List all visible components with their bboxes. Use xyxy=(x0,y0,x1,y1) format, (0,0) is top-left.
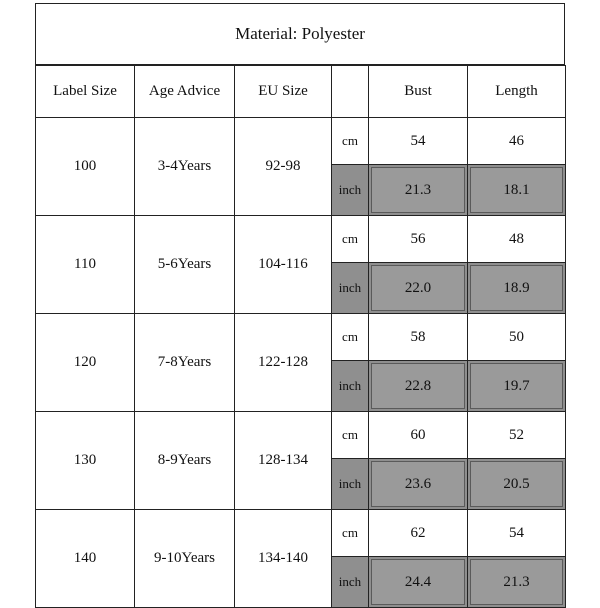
age-advice-cell: 7-8Years xyxy=(135,314,235,412)
bust-inch-value: 24.4 xyxy=(371,559,465,605)
size-table xyxy=(35,65,566,608)
label-size-cell: 130 xyxy=(36,412,135,510)
label-size-cell: 110 xyxy=(36,216,135,314)
header-eu-size: EU Size xyxy=(235,66,332,118)
bust-inch-cell xyxy=(369,459,468,510)
length-inch-value: 19.7 xyxy=(470,363,563,409)
age-advice-cell: 8-9Years xyxy=(135,412,235,510)
size-row-cm xyxy=(36,216,566,263)
length-inch-value: 21.3 xyxy=(470,559,563,605)
bust-inch-cell xyxy=(369,263,468,314)
unit-inch-cell: inch xyxy=(332,263,369,314)
length-inch-cell xyxy=(468,263,566,314)
eu-size-cell: 134-140 xyxy=(235,510,332,608)
size-rows xyxy=(36,118,566,608)
length-inch-value: 18.1 xyxy=(470,167,563,213)
length-inch-cell xyxy=(468,165,566,216)
length-cm-cell: 54 xyxy=(468,510,566,557)
unit-inch-cell: inch xyxy=(332,459,369,510)
size-row-cm xyxy=(36,314,566,361)
bust-cm-cell: 56 xyxy=(369,216,468,263)
unit-inch-cell: inch xyxy=(332,165,369,216)
chart-title: Material: Polyester xyxy=(35,3,565,65)
eu-size-cell: 92-98 xyxy=(235,118,332,216)
unit-cm-cell: cm xyxy=(332,412,369,459)
label-size-cell: 120 xyxy=(36,314,135,412)
unit-cm-cell: cm xyxy=(332,510,369,557)
label-size-cell: 100 xyxy=(36,118,135,216)
length-inch-cell xyxy=(468,459,566,510)
length-cm-cell: 52 xyxy=(468,412,566,459)
header-row xyxy=(36,66,566,118)
bust-cm-cell: 58 xyxy=(369,314,468,361)
label-size-cell: 140 xyxy=(36,510,135,608)
age-advice-cell: 9-10Years xyxy=(135,510,235,608)
eu-size-cell: 104-116 xyxy=(235,216,332,314)
unit-cm-cell: cm xyxy=(332,314,369,361)
unit-cm-cell: cm xyxy=(332,118,369,165)
header-age-advice: Age Advice xyxy=(135,66,235,118)
length-cm-cell: 48 xyxy=(468,216,566,263)
length-inch-cell xyxy=(468,361,566,412)
eu-size-cell: 128-134 xyxy=(235,412,332,510)
length-inch-value: 18.9 xyxy=(470,265,563,311)
length-cm-cell: 50 xyxy=(468,314,566,361)
size-row-cm xyxy=(36,510,566,557)
length-cm-cell: 46 xyxy=(468,118,566,165)
unit-inch-cell: inch xyxy=(332,557,369,608)
bust-inch-value: 23.6 xyxy=(371,461,465,507)
size-row-cm xyxy=(36,412,566,459)
bust-inch-value: 22.8 xyxy=(371,363,465,409)
header-bust: Bust xyxy=(369,66,468,118)
unit-cm-cell: cm xyxy=(332,216,369,263)
unit-inch-cell: inch xyxy=(332,361,369,412)
header-length: Length xyxy=(468,66,566,118)
size-chart xyxy=(35,3,565,597)
bust-cm-cell: 62 xyxy=(369,510,468,557)
size-row-cm xyxy=(36,118,566,165)
bust-inch-cell xyxy=(369,361,468,412)
age-advice-cell: 5-6Years xyxy=(135,216,235,314)
bust-cm-cell: 54 xyxy=(369,118,468,165)
eu-size-cell: 122-128 xyxy=(235,314,332,412)
bust-inch-value: 22.0 xyxy=(371,265,465,311)
header-label-size: Label Size xyxy=(36,66,135,118)
age-advice-cell: 3-4Years xyxy=(135,118,235,216)
bust-inch-value: 21.3 xyxy=(371,167,465,213)
bust-inch-cell xyxy=(369,165,468,216)
bust-cm-cell: 60 xyxy=(369,412,468,459)
header-unit xyxy=(332,66,369,118)
length-inch-value: 20.5 xyxy=(470,461,563,507)
